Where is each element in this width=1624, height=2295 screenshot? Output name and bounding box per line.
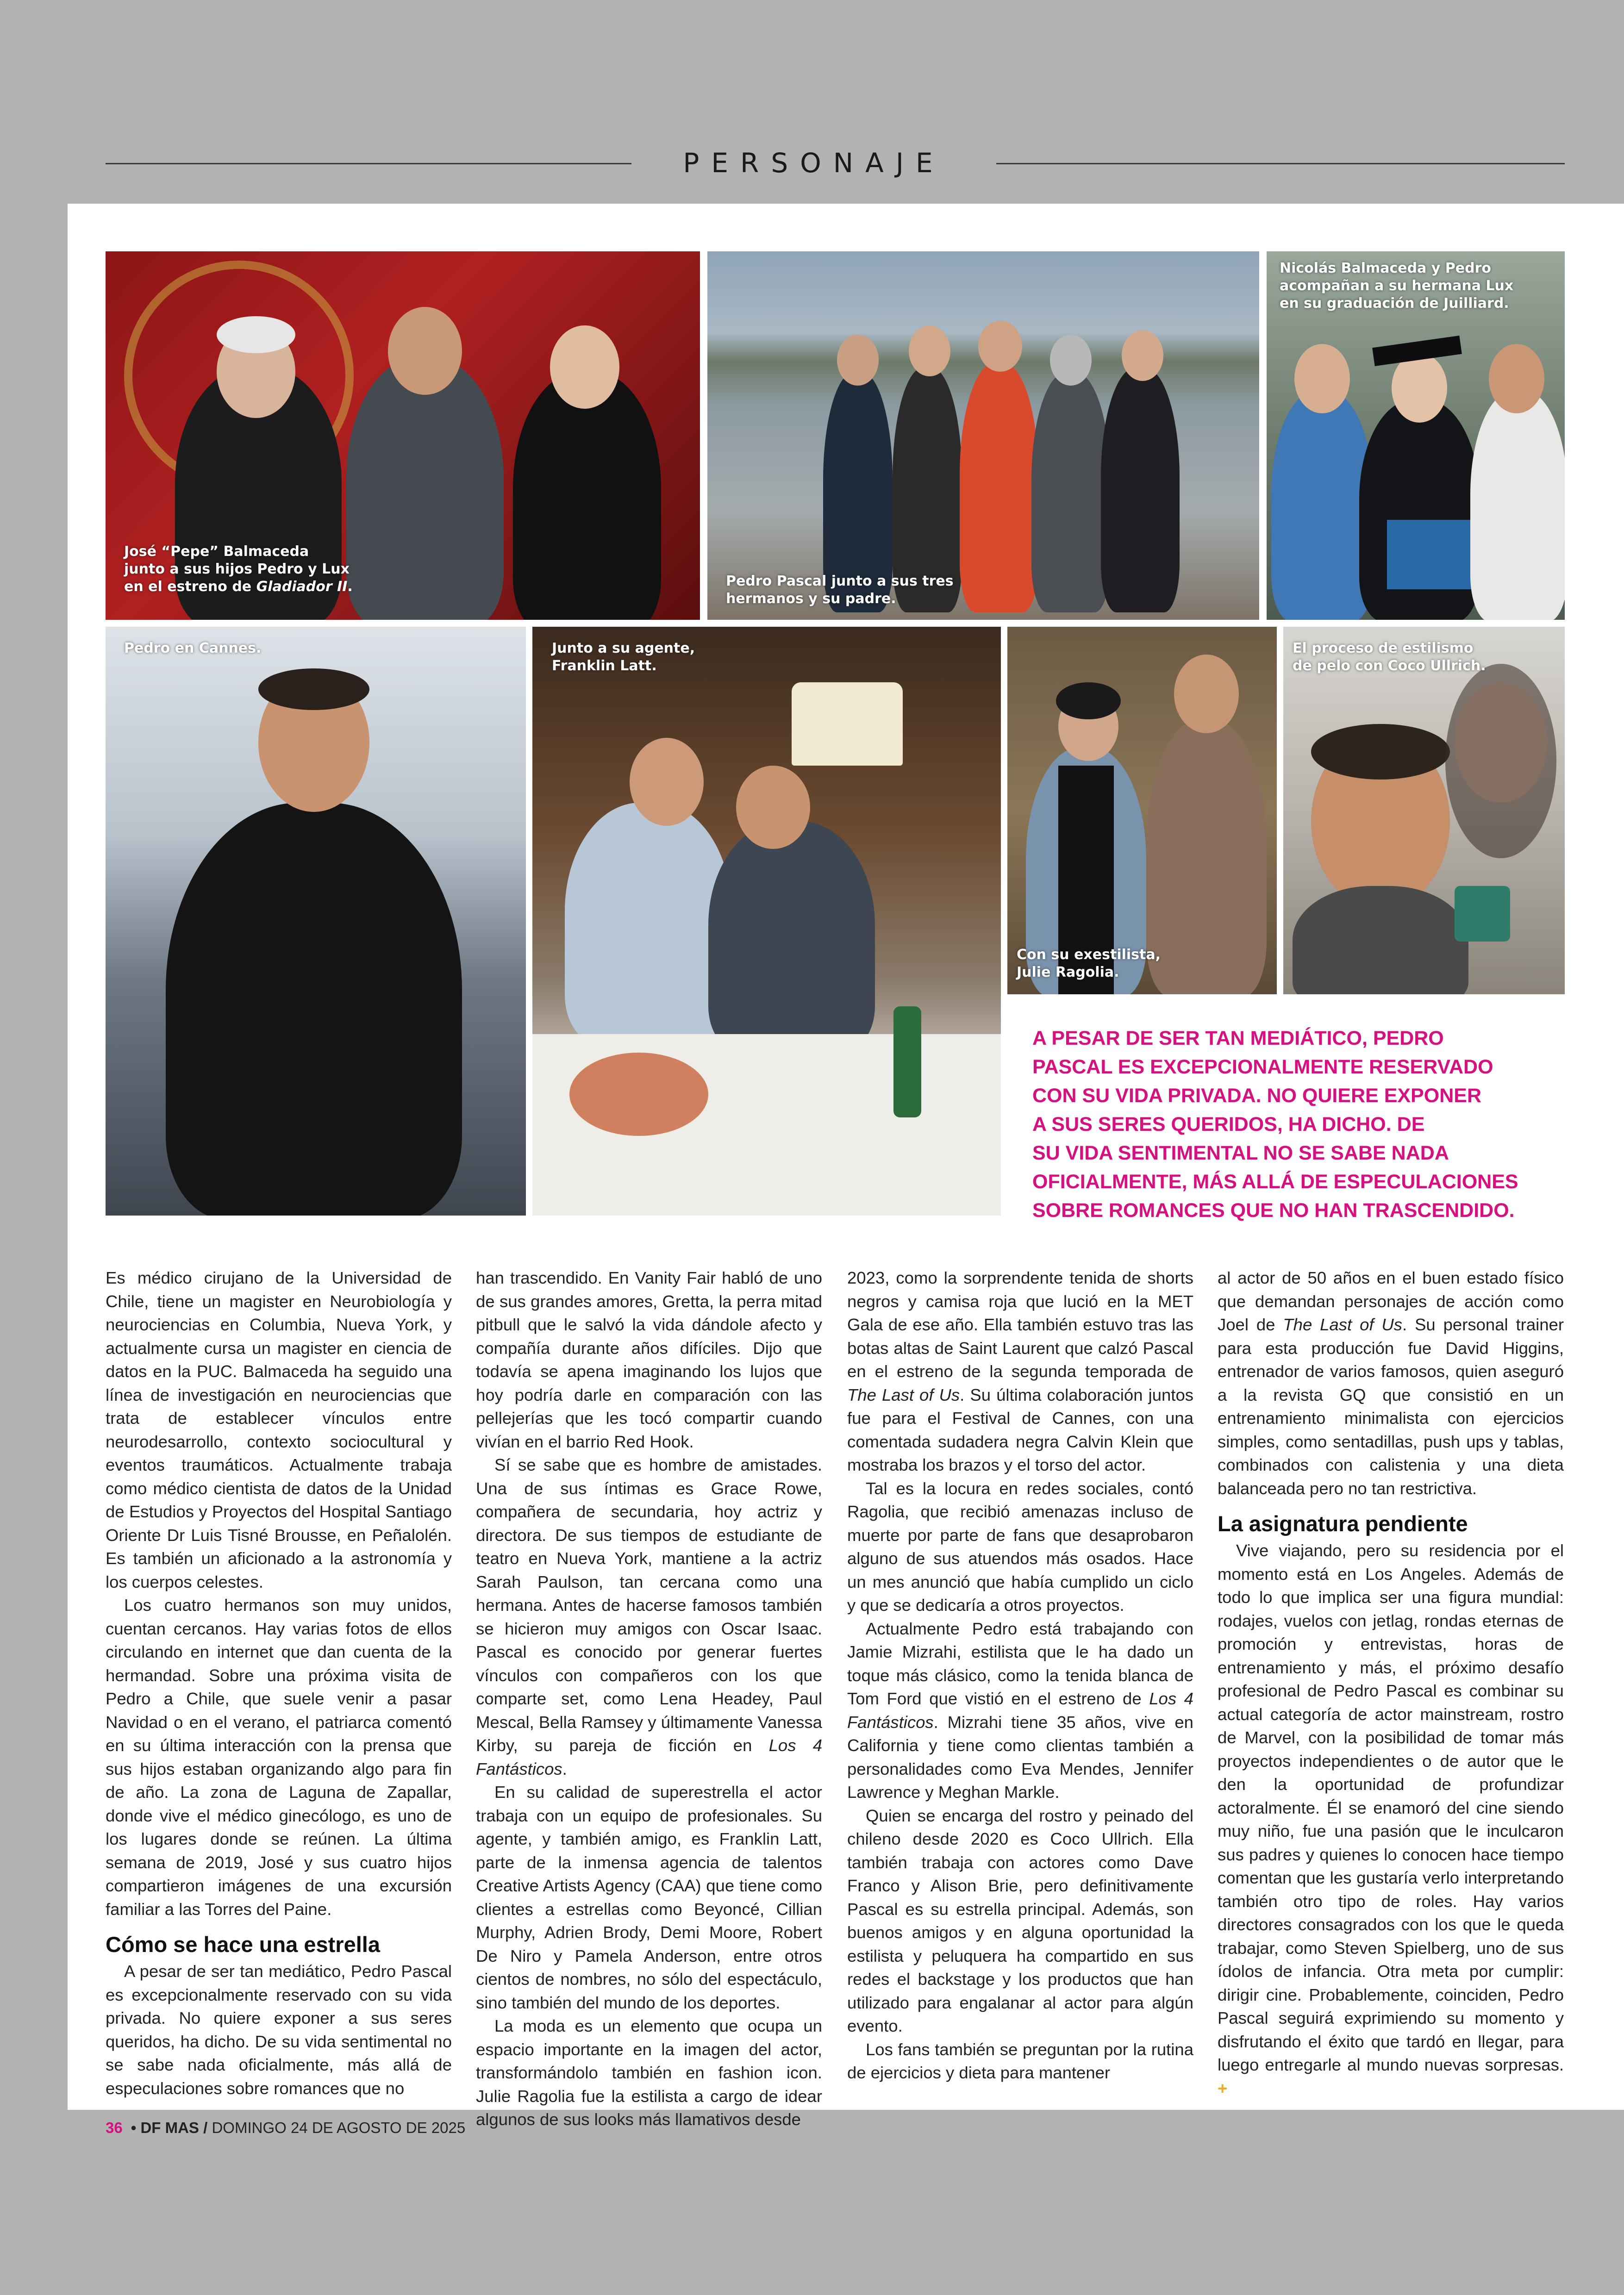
paragraph: Quien se encarga del rostro y peinado del chileno desde 2020 es Coco Ullrich. Ella también trabaja con actores como Dave Franco y Alison Brie, pero definitivamente Pascal es su estrella principal. Además, son buenos amigos y en alguna oportunidad la estilista y peluquera ha compartido en sus redes el backstage y los productos que han utilizado para engalanar al actor para algún evento.: [847, 1806, 1193, 2035]
paragraph: Es médico cirujano de la Universidad de Chile, tiene un magister en Neurobiología y neurociencias en Columbia, Nueva York, y actualmente cursa un magister en ciencia de datos en la PUC. Balmaceda ha seguido una línea de investigación en neurociencias que trata de establecer vínculos entre neurodesarrollo, contexto sociocultural y eventos traumáticos. Actualmente trabaja como médico cientista de datos de la Unidad de Estudios y Proyectos del Hospital Santiago Oriente Dr Luis Tisné Brousse, en Peñalolén. Es también un aficionado a la astronomía y los cuerpos celestes.: [106, 1268, 452, 1591]
paragraph: Los fans también se preguntan por la rutina de ejercicios y dieta para mantener: [847, 2039, 1193, 2082]
photo-caption: Pedro en Cannes.: [124, 640, 262, 656]
photo-cannes: [106, 627, 526, 1216]
paragraph: En su calidad de superestrella el actor trabaja con un equipo de profesionales. Su agente, y también amigo, es Franklin Latt, parte de la inmensa agencia de talentos Creative Artists Agency (CAA) que tiene como clientes a estrellas como Beyoncé, Cillian Murphy, Adrien Brody, Demi Moore, Robert De Niro y Pamela Anderson, entre otros cientos de nombres, no sólo del espectáculo, sino también del mundo de los deportes.: [476, 1783, 822, 2012]
photo-family-lake: [707, 251, 1259, 620]
photo-premiere: [106, 251, 700, 620]
paragraph: han trascendido. En Vanity Fair habló de uno de sus grandes amores, Gretta, la perra mitad pitbull que le salvó la vida dándole afecto y compañía durante años difíciles. Dijo que todavía se apena imaginando los lujos que hoy podría darle en comparación con las pellejerías que les tocó compartir cuando vivían en el barrio Red Hook.: [476, 1268, 822, 1451]
pull-quote: A PESAR DE SER TAN MEDIÁTICO, PEDRO PASCAL ES EXCEPCIONALMENTE RESERVADO CON SU VIDA PRIVADA. NO QUIERE EXPONER A SUS SERES QUERIDOS, HA DICHO. DE SU VIDA SENTIMENTAL NO SE SABE NADA OFICIALMENTE, MÁS ALLÁ DE ESPECULACIONES SOBRE ROMANCES QUE NO HAN TRASCENDIDO.: [1032, 1027, 1518, 1222]
page-footer: [106, 2119, 465, 2137]
paragraph: Sí se sabe que es hombre de amistades. Una de sus íntimas es Grace Rowe, compañera de secundaria, hoy actriz y directora. De sus tiempos de estudiante de teatro en Nueva York, mantiene a la actriz Sarah Paulson, tan cercana como una hermana. Antes de hacerse famosos también se hicieron muy amigos con Oscar Isaac. Pascal es conocido por generar fuertes vínculos con compañeros con los que comparte set, como Lena Headey, Paul Mescal, Bella Ramsey y últimamente Vanessa Kirby, su pareja de ficción en Los 4 Fantásticos.: [476, 1455, 822, 1778]
paragraph: La moda es un elemento que ocupa un espacio importante en la imagen del actor, transformándolo también en fashion icon. Julie Ragolia fue la estilista a cargo de idear algunos de sus looks más llamativos desde: [476, 2016, 822, 2129]
photo-caption: Pedro Pascal junto a sus tres hermanos y su padre.: [726, 573, 954, 607]
photo-caption: El proceso de estilismo de pelo con Coco Ullrich.: [1293, 640, 1486, 674]
subheading: Cómo se hace una estrella: [106, 1932, 380, 1957]
paragraph: Tal es la locura en redes sociales, contó Ragolia, que recibió amenazas incluso de muerte por parte de fans que desaprobaron alguno de sus atuendos más osados. Hace un mes anunció que había cumplido un ciclo y que se dedicaría a otros proyectos.: [847, 1478, 1193, 1615]
article-column-4: [1218, 1266, 1564, 2100]
photo-hair-styling: [1283, 627, 1565, 994]
subheading: La asignatura pendiente: [1218, 1511, 1468, 1536]
header-rule-left: [106, 163, 631, 164]
article-column-1: [106, 1266, 452, 2100]
issue-date: DOMINGO 24 DE AGOSTO DE 2025: [212, 2119, 466, 2136]
paragraph: Actualmente Pedro está trabajando con Jamie Mizrahi, estilista que le ha dado un toque más clásico, como la tenida blanca de Tom Ford que vistió en el estreno de Los 4 Fantásticos. Mizrahi tiene 35 años, vive en California y tiene como clientas también a personalidades como Eva Mendes, Jennifer Lawrence y Meghan Markle.: [847, 1619, 1193, 1802]
photo-caption: Junto a su agente, Franklin Latt.: [552, 640, 695, 674]
paragraph: 2023, como la sorprendente tenida de shorts negros y camisa roja que lució en la MET Gala de ese año. Ella también estuvo tras las botas altas de Saint Laurent que calzó Pascal en el estreno de la segunda temporada de The Last of Us. Su última colaboración juntos fue para el Festival de Cannes, con una comentada sudadera negra Calvin Klein que mostraba los brazos y el torso del actor.: [847, 1268, 1193, 1474]
photo-caption: Con su exestilista, Julie Ragolia.: [1017, 947, 1161, 980]
photo-dinner-agent: [532, 627, 1001, 1216]
photo-caption: José “Pepe” Balmaceda junto a sus hijos Pedro y Lux en el estreno de Gladiador II.: [124, 543, 353, 595]
article-column-2: [476, 1266, 822, 2132]
paragraph: A pesar de ser tan mediático, Pedro Pascal es excepcionalmente reservado con su vida privada. No quiere exponer a sus seres queridos, ha dicho. De su vida sentimental no se sabe nada oficialmente, más allá de especulaciones sobre romances que no: [106, 1962, 452, 2098]
page-number: 36: [106, 2119, 123, 2136]
photo-caption: Nicolás Balmaceda y Pedro acompañan a su hermana Lux en su graduación de Juilliard.: [1280, 260, 1514, 312]
paragraph: Vive viajando, pero su residencia por el momento está en Los Angeles. Además de todo lo que implica ser una figura mundial: rodajes, vuelos con jetlag, rondas eternas de promoción y entrevistas, horas de entrenamiento y más, el próximo desafío profesional de Pedro Pascal es combinar su actual categoría de actor mainstream, rostro de Marvel, con la posibilidad de tomar más proyectos independientes o de autor que le den la oportunidad de profundizar actoralmente. Él se enamoró del cine siendo muy niño, fue una pasión que le inculcaron sus padres y quienes lo conocen hace tiempo comentan que les gustaría verlo interpretando también otro tipo de roles. Hay varios directores consagrados con los que le queda trabajar, como Steven Spielberg, uno de sus ídolos de infancia. Otra meta por cumplir: dirigir cine. Probablemente, coinciden, Pedro Pascal seguirá exprimiendo su momento y disfrutando el éxito que tardó en llegar, para luego entregarle al mundo nuevas sorpresas. +: [1218, 1541, 1564, 2098]
photo-exstylist: [1007, 627, 1277, 994]
photo-graduation: [1267, 251, 1565, 620]
paragraph: Los cuatro hermanos son muy unidos, cuentan cercanos. Hay varias fotos de ellos circulando en internet que dan cuenta de la hermandad. Sobre una próxima visita de Pedro a Chile, que suele venir a pasar Navidad o en el verano, el patriarca comentó en su última interacción con la prensa que sus hijos estaban organizando algo para fin de año. La zona de Laguna de Zapallar, donde vive el médico ginecólogo, es uno de los lugares donde se reúnen. La última semana de 2019, José y sus cuatro hijos compartieron imágenes de una excursión familiar a las Torres del Paine.: [106, 1596, 452, 1919]
end-mark: +: [1218, 2078, 1228, 2098]
paragraph: al actor de 50 años en el buen estado físico que demandan personajes de acción como Joel de The Last of Us. Su personal trainer para esta producción fue David Higgins, entrenador de varios famosos, quien aseguró a la revista GQ que consistió en un entrenamiento minimalista con ejercicios simples, como sentadillas, push ups y tablas, combinados con calistenia y una dieta balanceada pero no tan restrictiva.: [1218, 1268, 1564, 1498]
publication-name: • DF MAS /: [131, 2119, 208, 2136]
section-title: PERSONAJE: [683, 147, 945, 179]
header-rule-right: [996, 163, 1565, 164]
article-column-3: [847, 1266, 1193, 2085]
